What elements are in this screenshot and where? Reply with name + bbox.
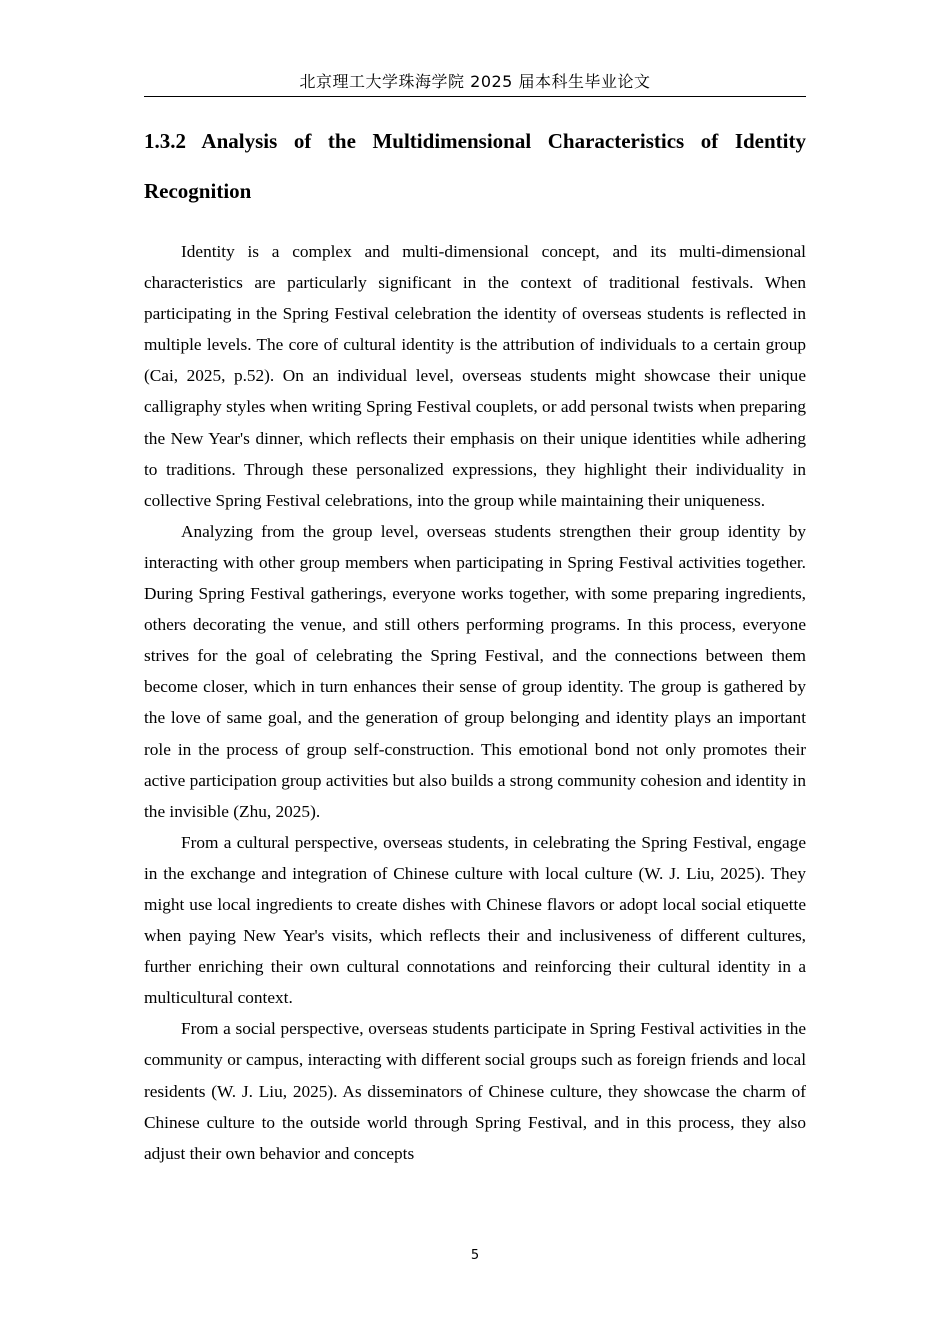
paragraph-social-perspective: From a social perspective, overseas students participate in Spring Festival activities in the community or campus, interacting with different social groups such as foreign friends and local residents (W. J. Liu, 2025). As disseminators of Chinese culture, they showcase the charm of Chinese culture to the outside world through Spring Festival, and in this process, they also adjust their own behavior and concepts [144, 1019, 806, 1163]
paragraph-individual-level: Identity is a complex and multi-dimensional concept, and its multi-dimensional characteristics are particularly significant in the context of traditional festivals. When participating in the Spring Festival celebration the identity of overseas students is reflected in multiple levels. The core of cultural identity is the attribution of individuals to a certain group (Cai, 2025, p.52). On an individual level, overseas students might showcase their unique calligraphy styles when writing Spring Festival couplets, or add personal twists when preparing the New Year's dinner, which reflects their emphasis on their unique identities while adhering to traditions. Through these personalized expressions, they highlight their individuality in collective Spring Festival celebrations, into the group while maintaining their uniqueness. [144, 242, 806, 510]
paragraph-group-level: Analyzing from the group level, overseas students strengthen their group identity by interacting with other group members when participating in Spring Festival activities together. During Spring Festival gatherings, everyone works together, with some preparing ingredients, others decorating the venue, and still others performing programs. In this process, everyone strives for the goal of celebrating the Spring Festival, and the connections between them become closer, which in turn enhances their sense of group identity. The group is gathered by the love of same goal, and the generation of group belonging and identity plays an important role in the process of group self-construction. This emotional bond not only promotes their active participation group activities but also builds a strong community cohesion and identity in the invisible (Zhu, 2025). [144, 521, 806, 821]
page-number: 5 [470, 1248, 480, 1263]
section-heading: 1.3.2 Analysis of the Multidimensional Characteristics of Identity Recognition [144, 129, 806, 203]
header-rule [144, 96, 806, 97]
running-header: 北京理工大学珠海学院 2025 届本科生毕业论文 [299, 72, 651, 91]
body-text [144, 236, 806, 1169]
paragraph-cultural-perspective: From a cultural perspective, overseas students, in celebrating the Spring Festival, engage in the exchange and integration of Chinese culture with local culture (W. J. Liu, 2025). They might use local ingredients to create dishes with Chinese flavors or adopt local social etiquette when paying New Year's visits, which reflects their and inclusiveness of different cultures, further enriching their own cultural connotations and reinforcing their cultural identity in a multicultural context. [144, 832, 806, 1008]
